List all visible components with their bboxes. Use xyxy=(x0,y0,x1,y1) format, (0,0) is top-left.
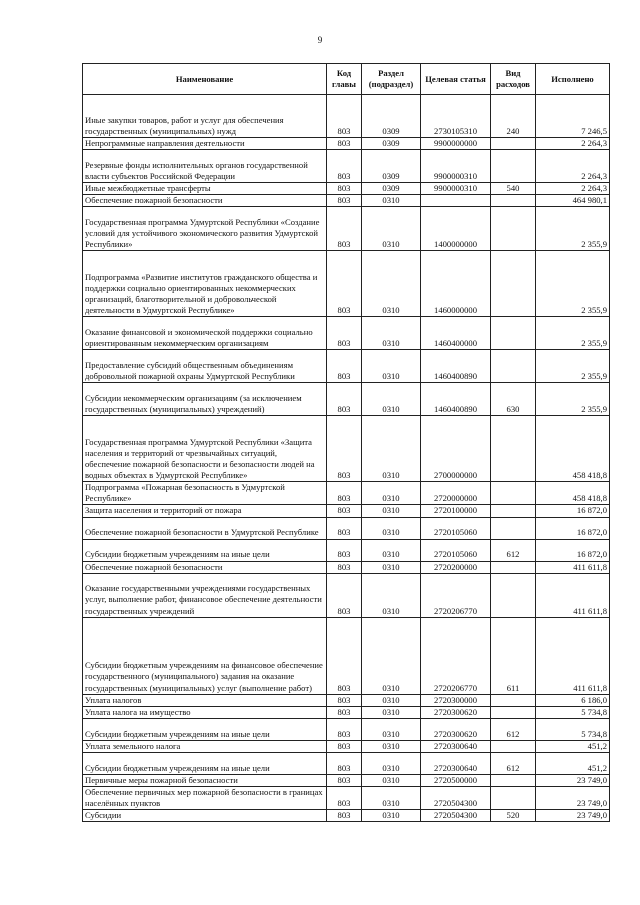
cell-amount: 458 418,8 xyxy=(536,416,610,482)
cell-name: Субсидии бюджетным учреждениям на иные цели xyxy=(83,539,327,561)
cell-name: Уплата налогов xyxy=(83,694,327,706)
cell-statya: 2720100000 xyxy=(421,505,491,517)
table-row xyxy=(83,207,610,251)
cell-glava: 803 xyxy=(327,482,362,505)
table-row xyxy=(83,183,610,195)
cell-amount: 464 980,1 xyxy=(536,195,610,207)
header-vid: Вид расходов xyxy=(491,64,536,95)
cell-name: Подпрограмма «Развитие институтов гражданского общества и поддержки социально ориентированных некоммерческих организаций, благотворительной и добровольческой деятельности в Удмуртской Республике» xyxy=(83,251,327,317)
header-razdel: Раздел (подраздел) xyxy=(362,64,421,95)
cell-statya: 2700000000 xyxy=(421,416,491,482)
cell-statya: 2720504300 xyxy=(421,810,491,822)
cell-statya: 1460400000 xyxy=(421,317,491,350)
cell-glava: 803 xyxy=(327,383,362,416)
table-row xyxy=(83,350,610,383)
cell-glava: 803 xyxy=(327,207,362,251)
cell-name: Обеспечение первичных мер пожарной безопасности в границах населённых пунктов xyxy=(83,787,327,810)
cell-statya: 2730105310 xyxy=(421,95,491,138)
cell-name: Государственная программа Удмуртской Республики «Создание условий для устойчивого экономического развития Удмуртской Республики» xyxy=(83,207,327,251)
cell-razdel: 0309 xyxy=(362,150,421,183)
cell-vid xyxy=(491,573,536,617)
cell-glava: 803 xyxy=(327,740,362,752)
cell-glava: 803 xyxy=(327,350,362,383)
table-row xyxy=(83,752,610,774)
cell-razdel: 0310 xyxy=(362,752,421,774)
cell-statya: 2720000000 xyxy=(421,482,491,505)
cell-razdel: 0310 xyxy=(362,787,421,810)
cell-glava: 803 xyxy=(327,810,362,822)
cell-razdel: 0310 xyxy=(362,251,421,317)
cell-amount: 16 872,0 xyxy=(536,505,610,517)
cell-statya: 2720206770 xyxy=(421,617,491,694)
cell-name: Оказание государственными учреждениями государственных услуг, выполнение работ, финансовое обеспечение деятельности государственных учреждений xyxy=(83,573,327,617)
cell-glava: 803 xyxy=(327,195,362,207)
cell-vid xyxy=(491,251,536,317)
cell-glava: 803 xyxy=(327,774,362,786)
cell-vid: 540 xyxy=(491,183,536,195)
cell-razdel: 0310 xyxy=(362,195,421,207)
cell-glava: 803 xyxy=(327,718,362,740)
cell-vid xyxy=(491,416,536,482)
cell-glava: 803 xyxy=(327,251,362,317)
table-row xyxy=(83,740,610,752)
cell-statya: 1460400890 xyxy=(421,350,491,383)
cell-glava: 803 xyxy=(327,183,362,195)
cell-vid: 240 xyxy=(491,95,536,138)
table-row xyxy=(83,774,610,786)
cell-statya: 1400000000 xyxy=(421,207,491,251)
cell-glava: 803 xyxy=(327,539,362,561)
cell-amount: 23 749,0 xyxy=(536,810,610,822)
table-row xyxy=(83,694,610,706)
cell-vid xyxy=(491,150,536,183)
cell-glava: 803 xyxy=(327,561,362,573)
cell-name: Субсидии бюджетным учреждениям на иные цели xyxy=(83,718,327,740)
cell-vid xyxy=(491,505,536,517)
table-row xyxy=(83,482,610,505)
table-row xyxy=(83,138,610,150)
cell-name: Субсидии бюджетным учреждениям на иные цели xyxy=(83,752,327,774)
cell-amount: 2 264,3 xyxy=(536,138,610,150)
cell-amount: 5 734,8 xyxy=(536,718,610,740)
cell-name: Непрограммные направления деятельности xyxy=(83,138,327,150)
cell-amount: 2 355,9 xyxy=(536,383,610,416)
cell-glava: 803 xyxy=(327,95,362,138)
cell-vid: 612 xyxy=(491,718,536,740)
cell-razdel: 0310 xyxy=(362,482,421,505)
cell-name: Предоставление субсидий общественным объединениям добровольной пожарной охраны Удмуртской Республики xyxy=(83,350,327,383)
cell-glava: 803 xyxy=(327,517,362,539)
cell-razdel: 0310 xyxy=(362,317,421,350)
header-amount: Исполнено xyxy=(536,64,610,95)
cell-vid xyxy=(491,138,536,150)
cell-glava: 803 xyxy=(327,150,362,183)
cell-name: Оказание финансовой и экономической поддержки социально ориентированным некоммерческим организациям xyxy=(83,317,327,350)
cell-amount: 2 355,9 xyxy=(536,350,610,383)
table-row xyxy=(83,251,610,317)
cell-vid: 611 xyxy=(491,617,536,694)
cell-vid xyxy=(491,517,536,539)
cell-statya: 2720105060 xyxy=(421,517,491,539)
cell-glava: 803 xyxy=(327,706,362,718)
cell-glava: 803 xyxy=(327,573,362,617)
cell-statya: 1460000000 xyxy=(421,251,491,317)
cell-amount: 2 355,9 xyxy=(536,317,610,350)
cell-statya: 1460400890 xyxy=(421,383,491,416)
cell-name: Уплата налога на имущество xyxy=(83,706,327,718)
table-row xyxy=(83,539,610,561)
cell-statya: 9900000000 xyxy=(421,138,491,150)
cell-razdel: 0310 xyxy=(362,740,421,752)
cell-vid xyxy=(491,694,536,706)
cell-amount: 2 355,9 xyxy=(536,251,610,317)
cell-amount: 411 611,8 xyxy=(536,561,610,573)
cell-name: Иные закупки товаров, работ и услуг для обеспечения государственных (муниципальных) нужд xyxy=(83,95,327,138)
cell-amount: 16 872,0 xyxy=(536,539,610,561)
cell-razdel: 0310 xyxy=(362,539,421,561)
budget-table xyxy=(82,63,610,822)
cell-razdel: 0310 xyxy=(362,617,421,694)
cell-vid: 612 xyxy=(491,539,536,561)
cell-razdel: 0310 xyxy=(362,774,421,786)
cell-amount: 2 264,3 xyxy=(536,150,610,183)
cell-statya: 9900000310 xyxy=(421,183,491,195)
cell-statya xyxy=(421,195,491,207)
cell-vid: 630 xyxy=(491,383,536,416)
header-glava: Код главы xyxy=(327,64,362,95)
table-row xyxy=(83,810,610,822)
cell-vid xyxy=(491,195,536,207)
cell-razdel: 0310 xyxy=(362,810,421,822)
cell-glava: 803 xyxy=(327,617,362,694)
cell-statya: 9900000310 xyxy=(421,150,491,183)
cell-name: Резервные фонды исполнительных органов государственной власти субъектов Российской Федерации xyxy=(83,150,327,183)
cell-vid xyxy=(491,740,536,752)
cell-vid xyxy=(491,317,536,350)
cell-amount: 458 418,8 xyxy=(536,482,610,505)
cell-glava: 803 xyxy=(327,138,362,150)
cell-name: Субсидии бюджетным учреждениям на финансовое обеспечение государственного (муниципального) задания на оказание государственных (муниципальных) услуг (выполнение работ) xyxy=(83,617,327,694)
cell-vid xyxy=(491,706,536,718)
cell-name: Уплата земельного налога xyxy=(83,740,327,752)
table-row xyxy=(83,573,610,617)
table-row xyxy=(83,505,610,517)
table-row xyxy=(83,561,610,573)
header-name: Наименование xyxy=(83,64,327,95)
cell-razdel: 0310 xyxy=(362,207,421,251)
table-row xyxy=(83,416,610,482)
cell-vid xyxy=(491,774,536,786)
cell-statya: 2720300640 xyxy=(421,740,491,752)
table-row xyxy=(83,718,610,740)
cell-razdel: 0310 xyxy=(362,416,421,482)
cell-glava: 803 xyxy=(327,505,362,517)
cell-razdel: 0310 xyxy=(362,718,421,740)
cell-name: Обеспечение пожарной безопасности xyxy=(83,561,327,573)
cell-name: Защита населения и территорий от пожара xyxy=(83,505,327,517)
cell-name: Обеспечение пожарной безопасности в Удмуртской Республике xyxy=(83,517,327,539)
cell-amount: 411 611,8 xyxy=(536,617,610,694)
cell-name: Первичные меры пожарной безопасности xyxy=(83,774,327,786)
cell-name: Государственная программа Удмуртской Республики «Защита населения и территорий от чрезвычайных ситуаций, обеспечение пожарной безопасности и безопасности людей на водных объектах в Удмуртской Республике» xyxy=(83,416,327,482)
cell-glava: 803 xyxy=(327,752,362,774)
cell-amount: 5 734,8 xyxy=(536,706,610,718)
cell-vid: 612 xyxy=(491,752,536,774)
cell-amount: 6 186,0 xyxy=(536,694,610,706)
table-row xyxy=(83,150,610,183)
cell-name: Иные межбюджетные трансферты xyxy=(83,183,327,195)
cell-vid xyxy=(491,207,536,251)
cell-glava: 803 xyxy=(327,787,362,810)
cell-glava: 803 xyxy=(327,317,362,350)
table-row xyxy=(83,95,610,138)
cell-name: Субсидии некоммерческим организациям (за исключением государственных (муниципальных) учреждений) xyxy=(83,383,327,416)
header-statya: Целевая статья xyxy=(421,64,491,95)
cell-razdel: 0309 xyxy=(362,95,421,138)
cell-vid: 520 xyxy=(491,810,536,822)
cell-statya: 2720105060 xyxy=(421,539,491,561)
cell-glava: 803 xyxy=(327,416,362,482)
cell-vid xyxy=(491,482,536,505)
cell-razdel: 0310 xyxy=(362,350,421,383)
table-row xyxy=(83,787,610,810)
cell-name: Субсидии xyxy=(83,810,327,822)
cell-razdel: 0310 xyxy=(362,383,421,416)
cell-name: Подпрограмма «Пожарная безопасность в Удмуртской Республике» xyxy=(83,482,327,505)
cell-vid xyxy=(491,561,536,573)
table-row xyxy=(83,706,610,718)
table-header-row xyxy=(83,64,610,95)
cell-statya: 2720300620 xyxy=(421,718,491,740)
cell-amount: 7 246,5 xyxy=(536,95,610,138)
cell-statya: 2720500000 xyxy=(421,774,491,786)
table-row xyxy=(83,317,610,350)
cell-statya: 2720300620 xyxy=(421,706,491,718)
cell-razdel: 0310 xyxy=(362,505,421,517)
cell-amount: 451,2 xyxy=(536,740,610,752)
table-row xyxy=(83,617,610,694)
cell-amount: 16 872,0 xyxy=(536,517,610,539)
cell-statya: 2720504300 xyxy=(421,787,491,810)
cell-amount: 23 749,0 xyxy=(536,774,610,786)
cell-amount: 411 611,8 xyxy=(536,573,610,617)
cell-vid xyxy=(491,787,536,810)
cell-razdel: 0310 xyxy=(362,706,421,718)
cell-name: Обеспечение пожарной безопасности xyxy=(83,195,327,207)
cell-statya: 2720206770 xyxy=(421,573,491,617)
cell-glava: 803 xyxy=(327,694,362,706)
table-row xyxy=(83,517,610,539)
cell-razdel: 0309 xyxy=(362,183,421,195)
page-number: 9 xyxy=(317,35,323,45)
cell-razdel: 0310 xyxy=(362,694,421,706)
cell-statya: 2720200000 xyxy=(421,561,491,573)
cell-razdel: 0310 xyxy=(362,517,421,539)
cell-razdel: 0309 xyxy=(362,138,421,150)
table-row xyxy=(83,195,610,207)
cell-statya: 2720300000 xyxy=(421,694,491,706)
cell-statya: 2720300640 xyxy=(421,752,491,774)
cell-amount: 23 749,0 xyxy=(536,787,610,810)
table-row xyxy=(83,383,610,416)
cell-amount: 2 264,3 xyxy=(536,183,610,195)
cell-razdel: 0310 xyxy=(362,573,421,617)
cell-amount: 2 355,9 xyxy=(536,207,610,251)
cell-vid xyxy=(491,350,536,383)
cell-amount: 451,2 xyxy=(536,752,610,774)
cell-razdel: 0310 xyxy=(362,561,421,573)
